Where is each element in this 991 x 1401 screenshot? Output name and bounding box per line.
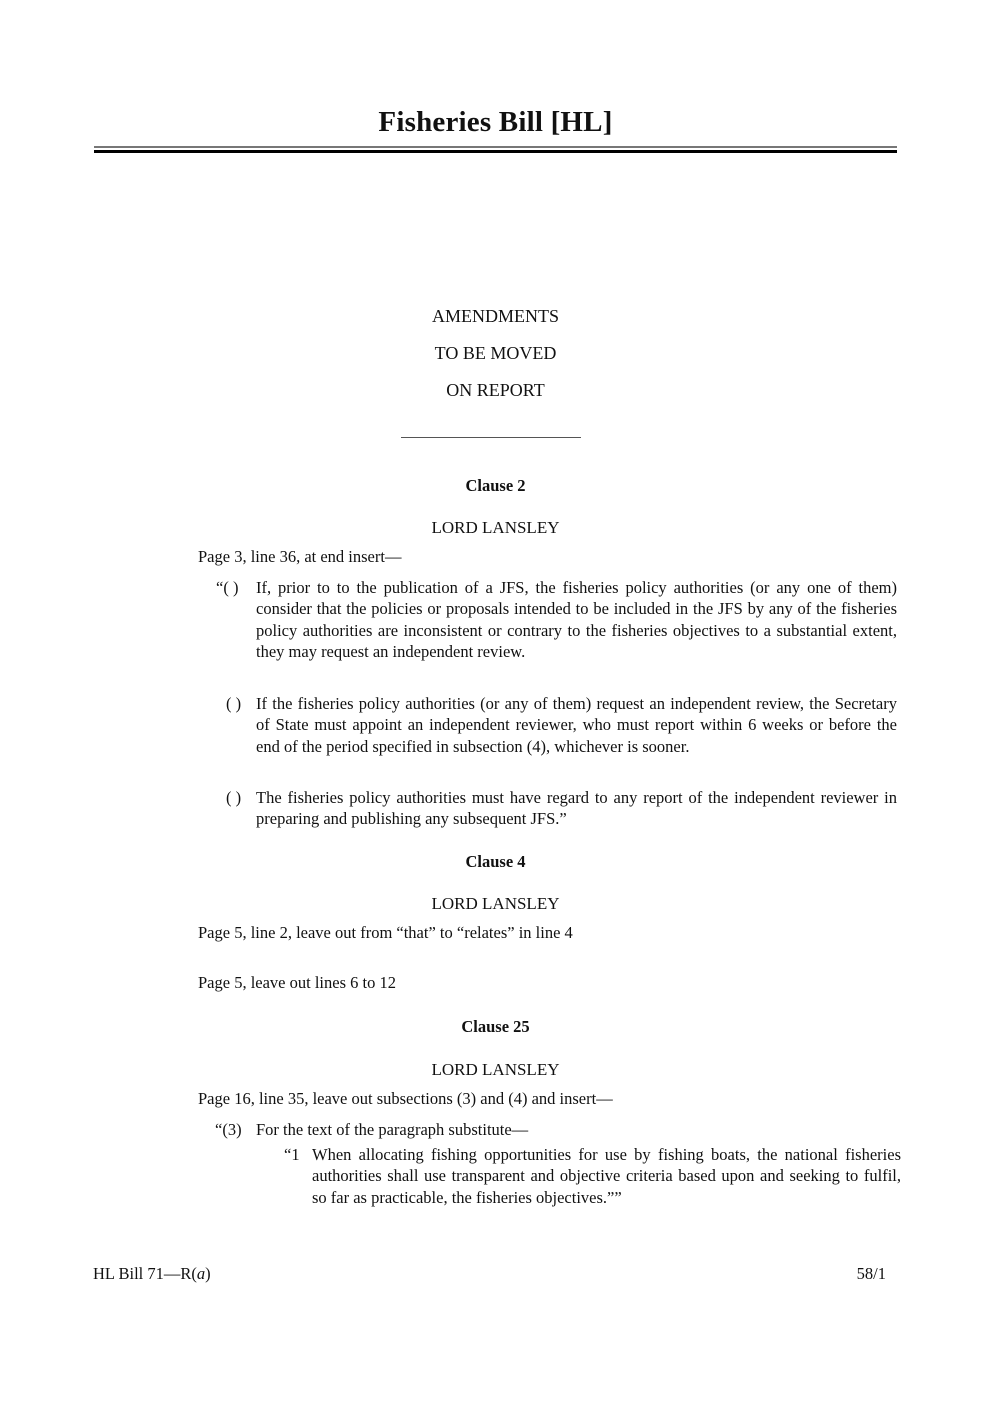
paragraph-number: “1 [284,1145,300,1164]
amendment-subsection [212,1119,897,1140]
bill-reference-prefix: HL Bill 71—R( [93,1264,197,1283]
amendment-instruction: Page 16, line 35, leave out subsections (3) and (4) and insert— [198,1089,613,1108]
bill-reference-italic: a [196,1264,206,1283]
bill-reference-suffix: ) [205,1264,211,1283]
heading-line-to-be-moved: TO BE MOVED [434,343,557,363]
subsection-text: The fisheries policy authorities must have regard to any report of the independent reviewer in preparing and publishing any subsequent JFS.” [256,788,897,829]
heading-line-amendments: AMENDMENTS [431,306,559,326]
subsection-number: “(3) [215,1120,242,1139]
clause-heading: Clause 2 [465,476,526,495]
bill-reference [93,1264,211,1284]
member-name: LORD LANSLEY [431,1060,560,1079]
document-title: Fisheries Bill [HL] [378,106,613,138]
title-rule-thin [94,146,897,148]
amendment-subsection [212,577,897,662]
subsection-number: ( ) [226,788,242,807]
page-reference: 58/1 [856,1264,886,1283]
title-rule-thick [94,150,897,153]
amendment-instruction: Page 3, line 36, at end insert— [198,547,402,566]
subsection-number: “( ) [216,578,239,597]
member-name: LORD LANSLEY [431,518,560,537]
member-name: LORD LANSLEY [431,894,560,913]
substituted-paragraph [284,1144,901,1208]
heading-line-on-report: ON REPORT [446,380,545,400]
heading-separator-rule [401,437,581,438]
amendment-subsection [212,693,897,757]
subsection-text: If, prior to to the publication of a JFS, the fisheries policy authorities (or any one of them) consider that the policies or proposals intended to be included in the JFS by any of the fisheries policy authorities are inconsistent or contrary to the fisheries objectives to a substantial extent, they may request an independent review. [256,578,897,661]
clause-heading: Clause 25 [461,1017,530,1036]
subsection-number: ( ) [226,694,242,713]
subsection-text: If the fisheries policy authorities (or any of them) request an independent review, the Secretary of State must appoint an independent reviewer, who must report within 6 weeks or before the end of the period specified in subsection (4), whichever is sooner. [256,694,897,756]
amendment-instruction: Page 5, line 2, leave out from “that” to “relates” in line 4 [198,923,573,942]
subsection-text: For the text of the paragraph substitute— [256,1120,529,1139]
amendment-instruction: Page 5, leave out lines 6 to 12 [198,973,396,992]
paragraph-text: When allocating fishing opportunities for use by fishing boats, the national fisheries authorities shall use transparent and objective criteria based upon and seeking to fulfil, so far as practicable, the fisheries objectives.”” [312,1145,901,1207]
amendment-subsection [212,787,897,830]
clause-heading: Clause 4 [465,852,526,871]
